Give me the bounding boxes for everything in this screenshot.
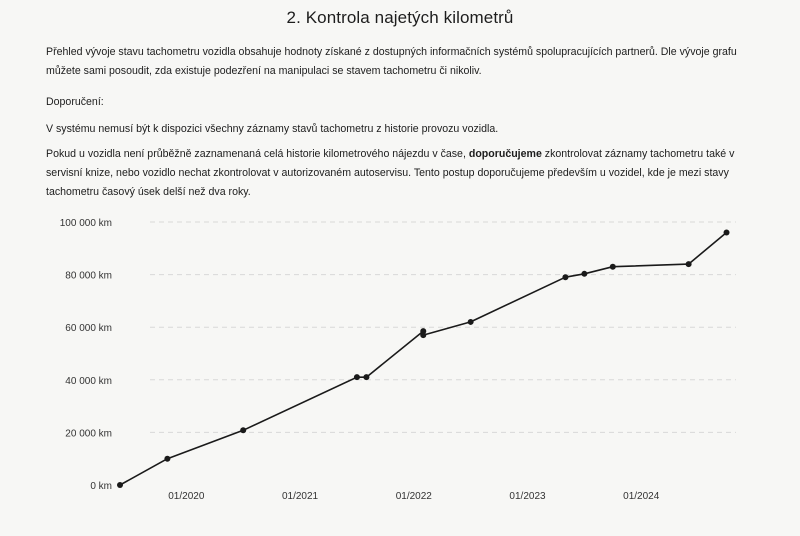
data-point: [240, 427, 246, 433]
y-tick-label: 20 000 km: [65, 428, 112, 440]
odometer-chart: [0, 205, 800, 525]
data-point: [724, 230, 730, 236]
data-point: [354, 374, 360, 380]
advice-emphasis: doporučujeme: [468, 148, 542, 160]
data-point: [363, 374, 369, 380]
x-tick-label: 01/2023: [509, 491, 546, 502]
data-point: [686, 261, 692, 267]
x-tick-label: 01/2020: [168, 491, 205, 502]
advice-text-2: zkontrolovat záznamy tachometru také v servisní knize, nebo vozidlo nechat zkontrolovat v autorizovaném autoservisu. Tento postup doporučujeme především u vozidel, kde je mezi stavy tachometru časový úsek delší než dva roky.: [46, 148, 735, 198]
data-point: [562, 274, 568, 280]
note-paragraph: V systému nemusí být k dispozici všechny záznamy stavů tachometru z historie provozu vozidla.: [46, 123, 499, 135]
y-tick-label: 0 km: [90, 481, 112, 492]
intro-paragraph: Přehled vývoje stavu tachometru vozidla obsahuje hodnoty získané z dostupných informačních systémů spolupracujících partnerů. Dle vývoje grafu můžete sami posoudit, zda existuje podezření na manipulaci se stavem tachometru či nikoliv.: [46, 46, 737, 77]
series-line: [120, 233, 727, 486]
y-tick-label: 40 000 km: [65, 375, 112, 387]
recommendation-heading: Doporučení:: [46, 96, 104, 108]
y-tick-label: 60 000 km: [65, 323, 112, 335]
advice-paragraph: [46, 145, 766, 202]
y-tick-label: 80 000 km: [65, 270, 112, 282]
data-point: [581, 271, 587, 277]
x-tick-label: 01/2024: [623, 491, 660, 502]
x-tick-label: 01/2021: [281, 491, 319, 502]
odometer-chart-svg: [0, 205, 800, 525]
data-point: [164, 456, 170, 462]
advice-text-1: Pokud u vozidla není průběžně zaznamenaná celá historie kilometrového nájezdu v čase,: [46, 148, 469, 160]
y-tick-label: 100 000 km: [59, 218, 112, 229]
x-tick-label: 01/2022: [395, 491, 432, 502]
data-point: [117, 482, 123, 488]
data-point: [468, 319, 474, 325]
section-heading: 2. Kontrola najetých kilometrů: [286, 8, 514, 27]
data-point: [610, 264, 616, 270]
data-point: [420, 332, 426, 338]
